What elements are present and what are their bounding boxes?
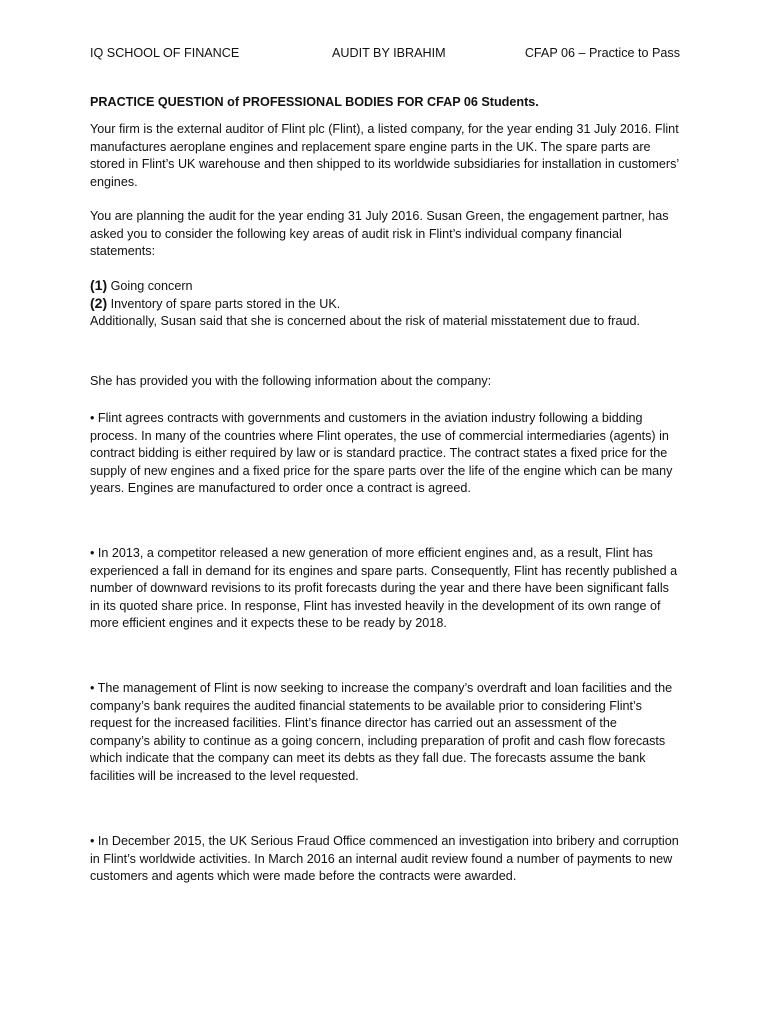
bullet-fraud-investigation: • In December 2015, the UK Serious Fraud Office commenced an investigation into bribery and corruption in Flint’s worldwide activities. In March 2016 an internal audit review found a number of payments to new customers and agents which were made before the contracts were awarded. xyxy=(90,834,679,884)
intro-paragraph: Your firm is the external auditor of Flint plc (Flint), a listed company, for the year ending 31 July 2016. Flint manufactures aeroplane engines and replacement spare engine parts in the UK. The spare parts are stored in Flint’s UK warehouse and then shipped to its worldwide subsidiaries for installation in customers’ engines. xyxy=(90,122,679,189)
risk-area-number: (2) xyxy=(90,295,108,311)
header-school-name: IQ SCHOOL OF FINANCE xyxy=(90,46,240,60)
planning-paragraph: You are planning the audit for the year ending 31 July 2016. Susan Green, the engagement partner, has asked you to consider the following key areas of audit risk in Flint’s individual company financial statements: xyxy=(90,209,669,259)
risk-area-2 xyxy=(90,295,680,314)
risk-area-number: (1) xyxy=(90,277,108,293)
header-course-code: CFAP 06 – Practice to Pass xyxy=(524,46,680,60)
risk-area-text: Inventory of spare parts stored in the UK. xyxy=(110,297,341,311)
additionally-paragraph: Additionally, Susan said that she is concerned about the risk of material misstatement due to fraud. xyxy=(90,314,640,328)
info-intro: She has provided you with the following information about the company: xyxy=(90,374,492,388)
page-header xyxy=(90,46,680,64)
header-course-author: AUDIT BY IBRAHIM xyxy=(332,46,446,60)
risk-area-1 xyxy=(90,277,680,296)
question-title: PRACTICE QUESTION of PROFESSIONAL BODIES FOR CFAP 06 Students. xyxy=(90,95,539,109)
risk-area-text: Going concern xyxy=(110,279,193,293)
bullet-competitor: • In 2013, a competitor released a new generation of more efficient engines and, as a result, Flint has experienced a fall in demand for its engines and spare parts. Consequently, Flint has recently published a number of downward revisions to its profit forecasts during the year and there have been significant falls in its quoted share price. In response, Flint has invested heavily in the development of its own range of more efficient engines and it expects these to be ready by 2018. xyxy=(90,546,678,631)
bullet-contracts: • Flint agrees contracts with governments and customers in the aviation industry following a bidding process. In many of the countries where Flint operates, the use of commercial intermediaries (agents) in contract bidding is either required by law or is standard practice. The contract states a fixed price for the supply of new engines and a fixed price for the spare parts over the life of the engine which can be many years. Engines are manufactured to order once a contract is agreed. xyxy=(90,411,673,496)
bullet-bank-facilities: • The management of Flint is now seeking to increase the company’s overdraft and loan facilities and the company’s bank requires the audited financial statements to be available prior to considering Flint’s request for the increased facilities. Flint’s finance director has carried out an assessment of the company’s ability to continue as a going concern, including preparation of profit and cash flow forecasts which indicate that the company can meet its debts as they fall due. The forecasts assume the bank facilities will be increased to the level requested. xyxy=(90,681,673,783)
